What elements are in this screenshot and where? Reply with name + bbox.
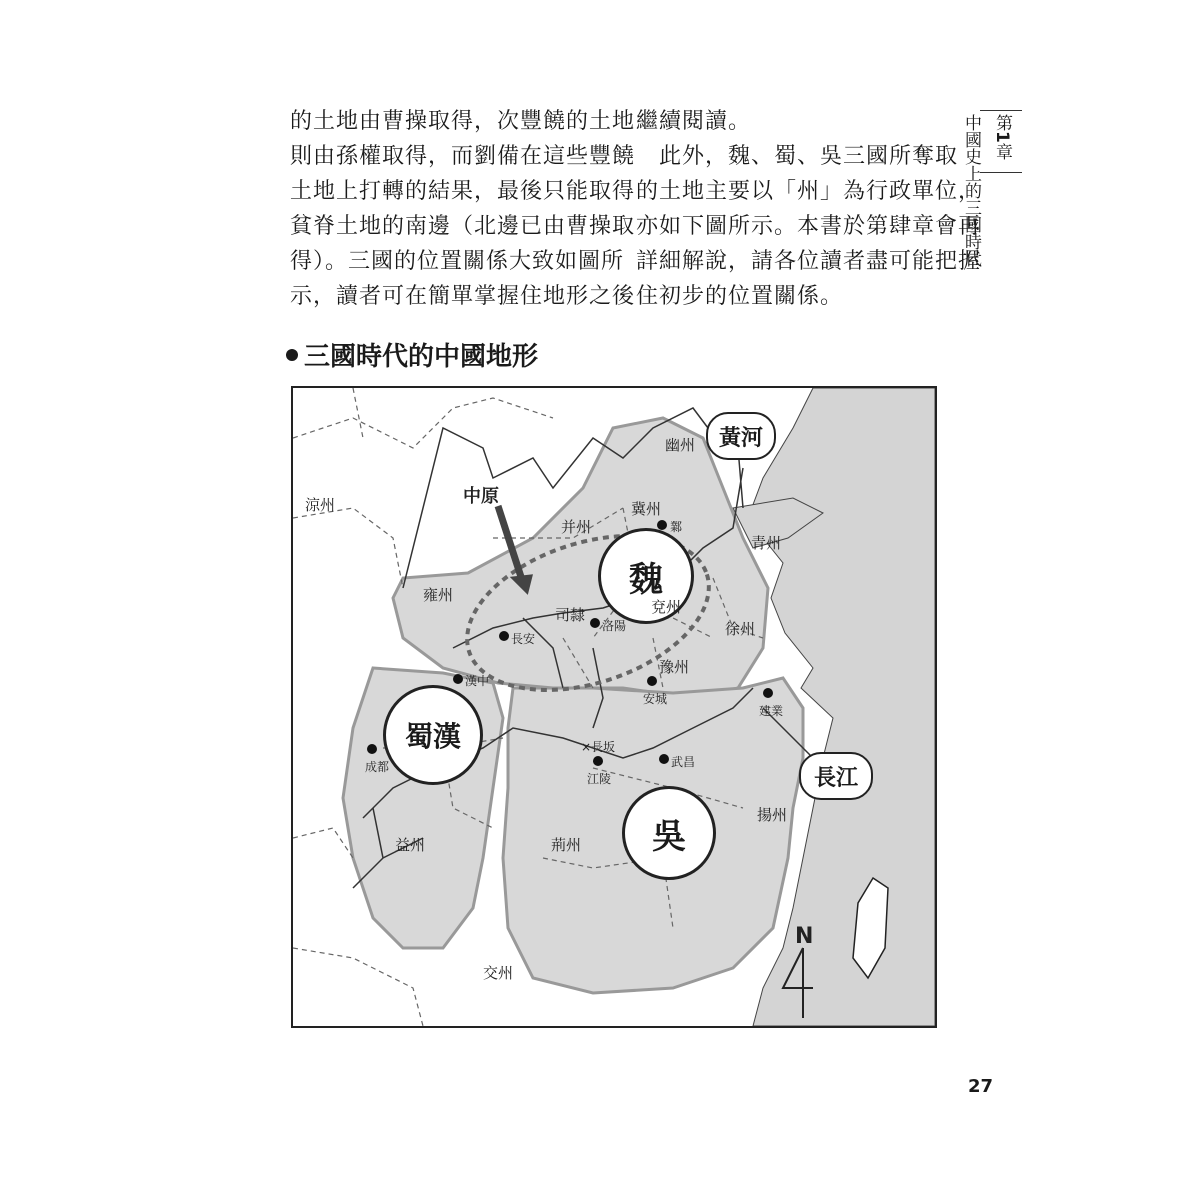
region-label-yongzhou: 雍州 [423,586,454,604]
chapter-title: 中國史上的三國時代 [961,114,981,267]
text-line: 亦如下圖所示。本書於第肆章會再 [636,214,982,239]
region-label-qingzhou: 青州 [751,534,782,552]
compass-north-label: N [795,924,814,949]
region-label-zhongyuan: 中原 [463,486,499,507]
wu-circle: 吳 [622,786,716,880]
wei-territory [393,418,768,698]
region-label-youzhou: 幽州 [665,436,696,454]
region-label-yuzhou: 豫州 [659,658,690,676]
text-line: 的土地主要以「州」為行政單位， [636,179,982,204]
text-line: 則由孫權取得，而劉備在這些豐饒 [290,144,636,169]
chapter-prefix: 第 [992,114,1012,131]
region-label-liangzhou: 涼州 [305,496,336,514]
city-marker-icon [647,676,657,686]
region-label-bingzhou: 并州 [561,518,592,536]
huanghe-label: 黃河 [706,412,776,460]
three-kingdoms-map [291,386,937,1028]
shu-circle: 蜀漢 [383,685,483,785]
figure-title [286,336,538,373]
city-label-wuchang: 武昌 [671,755,696,769]
right-text-column [636,104,981,314]
chapter-label [986,114,1018,160]
map-drawing [293,388,935,1026]
city-marker-icon [367,744,377,754]
city-label-hanzhong: 漢中 [465,674,490,688]
city-marker-icon [590,618,600,628]
city-label-ye: 鄴 [670,520,683,534]
city-label-luoyang: 洛陽 [602,619,627,633]
region-label-jiaozhou: 交州 [483,964,514,982]
chapter-suffix: 章 [992,142,1012,160]
text-line: 繼續閱讀。 [636,109,752,134]
wei-circle: 魏 [598,528,694,624]
text-line: 此外，魏、蜀、吳三國所奪取 [636,144,959,169]
region-label-yizhou: 益州 [395,836,426,854]
region-label-yanzhou: 兗州 [651,598,682,616]
city-marker-icon [659,754,669,764]
changjiang-label: 長江 [799,752,873,800]
region-label-jizhou: 冀州 [631,500,662,518]
city-marker-icon [593,756,603,766]
city-label-jianye: 建業 [759,704,784,718]
city-marker-icon [453,674,463,684]
text-line: 住初步的位置關係。 [636,284,844,309]
city-label-changban: ×長坂 [581,740,616,754]
region-label-yangzhou: 揚州 [757,806,788,824]
region-label-sili: 司隸 [555,606,586,624]
chapter-number: 1 [992,131,1012,143]
figure-title-text: 三國時代的中國地形 [304,342,539,372]
region-label-jingzhou: 荊州 [551,836,582,854]
text-line: 的土地由曹操取得，次豐饒的土地 [290,109,636,134]
text-line: 貧脊土地的南邊（北邊已由曹操取 [290,214,636,239]
city-marker-icon [763,688,773,698]
page-number: 27 [968,1076,994,1097]
city-label-anyang: 安城 [643,692,668,706]
text-line: 土地上打轉的結果，最後只能取得 [290,179,636,204]
left-text-column [290,104,635,314]
city-label-jiangling: 江陵 [587,772,612,786]
bullet-icon [286,349,298,361]
text-line: 詳細解說，請各位讀者盡可能把握 [636,249,982,274]
city-marker-icon [657,520,667,530]
city-marker-icon [499,631,509,641]
city-label-chengdu: 成都 [365,760,390,774]
region-label-xuzhou: 徐州 [725,620,756,638]
text-line: 示，讀者可在簡單掌握住地形之後 [290,284,636,309]
sidebar-rule [980,172,1022,173]
city-label-changan: 長安 [511,632,536,646]
text-line: 得）。三國的位置關係大致如圖所 [290,249,625,274]
chapter-sidebar [960,110,1022,270]
sidebar-rule [980,110,1022,111]
